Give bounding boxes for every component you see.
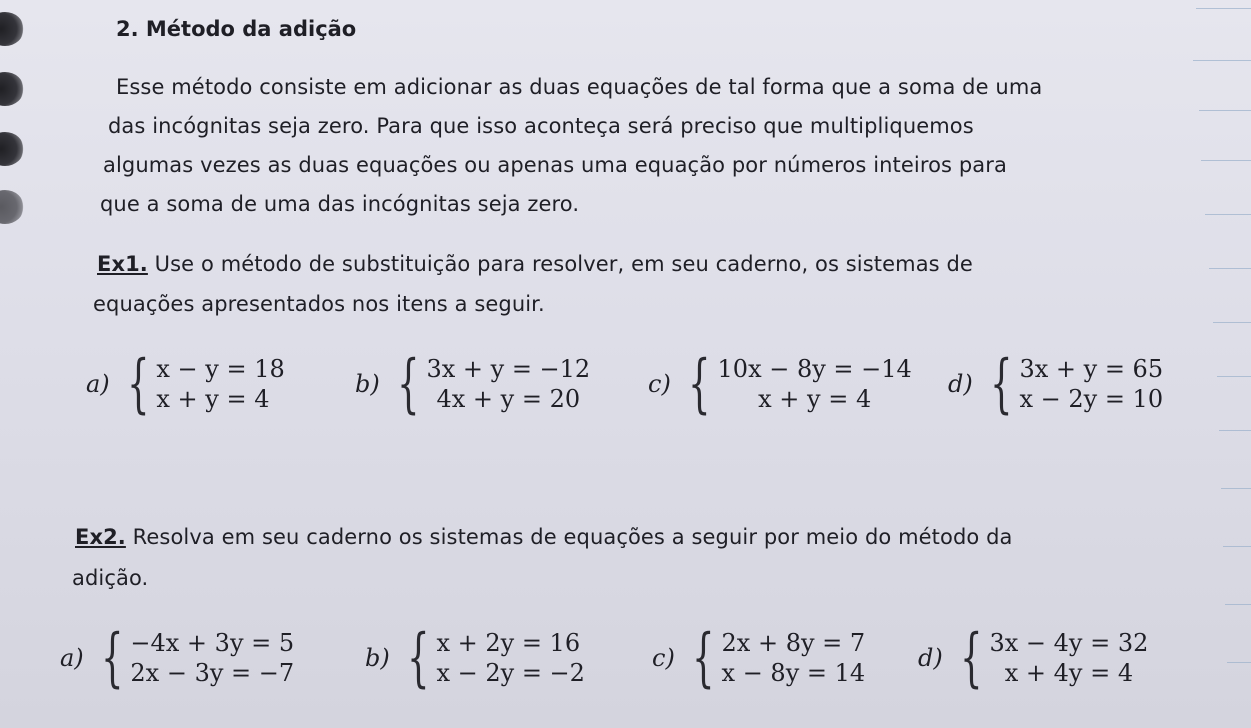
section-title: 2. Método da adição — [116, 17, 357, 41]
brace-icon: { — [989, 347, 1013, 421]
notebook-line — [1205, 214, 1251, 215]
notebook-line — [1219, 430, 1251, 431]
notebook-line — [1196, 8, 1251, 9]
brace-icon: { — [406, 621, 430, 695]
ex1-system-b — [355, 347, 591, 421]
system-label: b) — [365, 644, 390, 672]
system-label: a) — [86, 370, 110, 398]
ex2-instruction — [75, 525, 1013, 549]
notebook-line — [1201, 160, 1251, 161]
paragraph-line: algumas vezes as duas equações ou apenas uma equação por números inteiros para — [103, 153, 1007, 177]
ex2-system-b — [365, 621, 585, 695]
equation: 2x − 3y = −7 — [130, 659, 295, 687]
equation: x + 2y = 16 — [436, 629, 581, 657]
ex1-system-a — [86, 347, 285, 421]
ex1-text: Use o método de substituição para resolver, em seu caderno, os sistemas de — [147, 252, 973, 276]
brace-icon: { — [100, 621, 124, 695]
brace-icon: { — [126, 347, 150, 421]
equation: x + 4y = 4 — [1004, 659, 1134, 687]
brace-icon: { — [687, 347, 711, 421]
equation: x − 2y = 10 — [1019, 385, 1164, 413]
paragraph-line: que a soma de uma das incógnitas seja zero. — [100, 192, 580, 216]
paragraph-line: das incógnitas seja zero. Para que isso aconteça será preciso que multipliquemos — [108, 114, 974, 138]
binder-hole — [0, 12, 24, 46]
equation: 10x − 8y = −14 — [717, 355, 912, 383]
system-label: c) — [648, 370, 671, 398]
notebook-line — [1199, 110, 1251, 111]
system-label: b) — [355, 370, 380, 398]
notebook-line — [1213, 322, 1251, 323]
ex1-system-c — [648, 347, 912, 421]
equation: 2x + 8y = 7 — [721, 629, 866, 657]
paragraph-line: Esse método consiste em adicionar as duas equações de tal forma que a soma de uma — [116, 75, 1043, 99]
notebook-line — [1217, 376, 1251, 377]
notebook-line — [1225, 604, 1251, 605]
notebook-line — [1223, 546, 1251, 547]
brace-icon: { — [396, 347, 420, 421]
equation: x − 8y = 14 — [721, 659, 866, 687]
ex1-instruction-line2: equações apresentados nos itens a seguir. — [93, 292, 545, 316]
system-label: c) — [652, 644, 675, 672]
ex1-label: Ex1. — [97, 252, 148, 276]
ex2-label: Ex2. — [75, 525, 126, 549]
equation: x + y = 4 — [758, 385, 872, 413]
ex1-system-d — [948, 347, 1164, 421]
system-label: d) — [918, 644, 943, 672]
equation: 3x + y = −12 — [426, 355, 591, 383]
brace-icon: { — [959, 621, 983, 695]
equation: x + y = 4 — [156, 385, 270, 413]
ex2-system-c — [652, 621, 866, 695]
brace-icon: { — [691, 621, 715, 695]
system-label: d) — [948, 370, 973, 398]
equation: 3x − 4y = 32 — [989, 629, 1149, 657]
system-label: a) — [60, 644, 84, 672]
equation: 3x + y = 65 — [1019, 355, 1164, 383]
binder-hole — [0, 190, 24, 224]
ex2-system-a — [60, 621, 295, 695]
equation: −4x + 3y = 5 — [130, 629, 295, 657]
ex2-instruction-line2: adição. — [72, 566, 149, 590]
notebook-line — [1227, 662, 1251, 663]
equation: x − y = 18 — [156, 355, 285, 383]
notebook-line — [1209, 268, 1251, 269]
equation: x − 2y = −2 — [436, 659, 585, 687]
notebook-line — [1221, 488, 1251, 489]
ex1-instruction — [97, 252, 973, 276]
ex2-text: Resolva em seu caderno os sistemas de equações a seguir por meio do método da — [125, 525, 1013, 549]
ex2-system-d — [918, 621, 1149, 695]
binder-hole — [0, 132, 24, 166]
binder-hole — [0, 72, 24, 106]
notebook-line — [1193, 60, 1251, 61]
equation: 4x + y = 20 — [436, 385, 581, 413]
